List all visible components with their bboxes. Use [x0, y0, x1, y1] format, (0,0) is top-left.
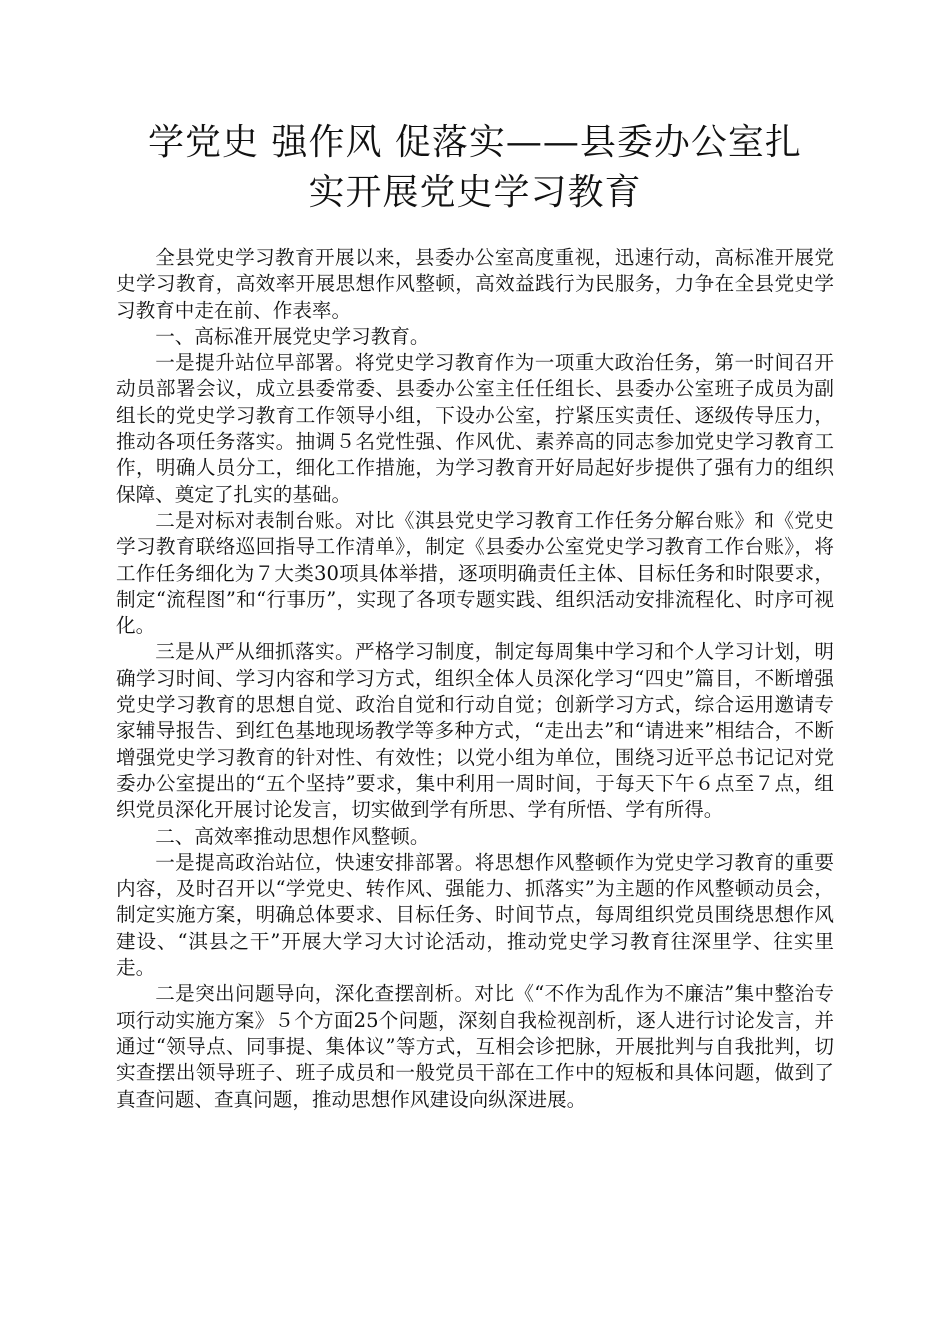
- paragraph-1-3: 三是从严从细抓落实。严格学习制度，制定每周集中学习和个人学习计划，明确学习时间、学习内容和学习方式，组织全体人员深化学习“四史”篇目，不断增强党史学习教育的思想自觉、政治自觉和行动自觉；创新学习方式，综合运用邀请专家辅导报告、到红色基地现场教学等多种方式，“走出去”和“请进来”相结合，不断增强党史学习教育的针对性、有效性；以党小组为单位，围绕习近平总书记记对党委办公室提出的“五个坚持”要求，集中利用一周时间，于每天下午６点至７点，组织党员深化开展讨论发言，切实做到学有所思、学有所悟、学有所得。: [116, 640, 834, 822]
- paragraph-intro: 全县党史学习教育开展以来，县委办公室高度重视，迅速行动，高标准开展党史学习教育，高效率开展思想作风整顿，高效益践行为民服务，力争在全县党史学习教育中走在前、作表率。: [116, 246, 834, 322]
- paragraph-2-2: 二是突出问题导向，深化查摆剖析。对比《“不作为乱作为不廉洁”集中整治专项行动实施方案》５个方面25个问题，深刻自我检视剖析，逐人进行讨论发言，并通过“领导点、同事提、集体议”等方式，互相会诊把脉，开展批判与自我批判，切实查摆出领导班子、班子成员和一般党员干部在工作中的短板和具体问题，做到了真查问题、查真问题，推动思想作风建设向纵深进展。: [116, 982, 834, 1111]
- section-heading-1: 一、高标准开展党史学习教育。: [155, 324, 430, 348]
- document-body: [116, 245, 834, 1113]
- title-line-1: 学党史 强作风 促落实——县委办公室扎: [148, 122, 802, 163]
- title-line-2: 实开展党史学习教育: [308, 172, 642, 213]
- paragraph-1-1: 一是提升站位早部署。将党史学习教育作为一项重大政治任务，第一时间召开动员部署会议，成立县委常委、县委办公室主任任组长、县委办公室班子成员为副组长的党史学习教育工作领导小组，下设办公室，拧紧压实责任、逐级传导压力，推动各项任务落实。抽调５名党性强、作风优、素养高的同志参加党史学习教育工作，明确人员分工，细化工作措施，为学习教育开好局起好步提供了强有力的组织保障、奠定了扎实的基础。: [116, 351, 834, 506]
- document-title: [118, 118, 832, 218]
- section-heading-2: 二、高效率推动思想作风整顿。: [155, 824, 430, 848]
- paragraph-2-1: 一是提高政治站位，快速安排部署。将思想作风整顿作为党史学习教育的重要内容，及时召开以“学党史、转作风、强能力、抓落实”为主题的作风整顿动员会，制定实施方案，明确总体要求、目标任务、时间节点，每周组织党员围绕思想作风建设、“淇县之干”开展大学习大讨论活动，推动党史学习教育往深里学、往实里走。: [116, 850, 834, 980]
- paragraph-1-2: 二是对标对表制台账。对比《淇县党史学习教育工作任务分解台账》和《党史学习教育联络巡回指导工作清单》，制定《县委办公室党史学习教育工作台账》，将工作任务细化为７大类30项具体举措，逐项明确责任主体、目标任务和时限要求，制定“流程图”和“行事历”，实现了各项专题实践、组织活动安排流程化、时序可视化。: [116, 508, 834, 638]
